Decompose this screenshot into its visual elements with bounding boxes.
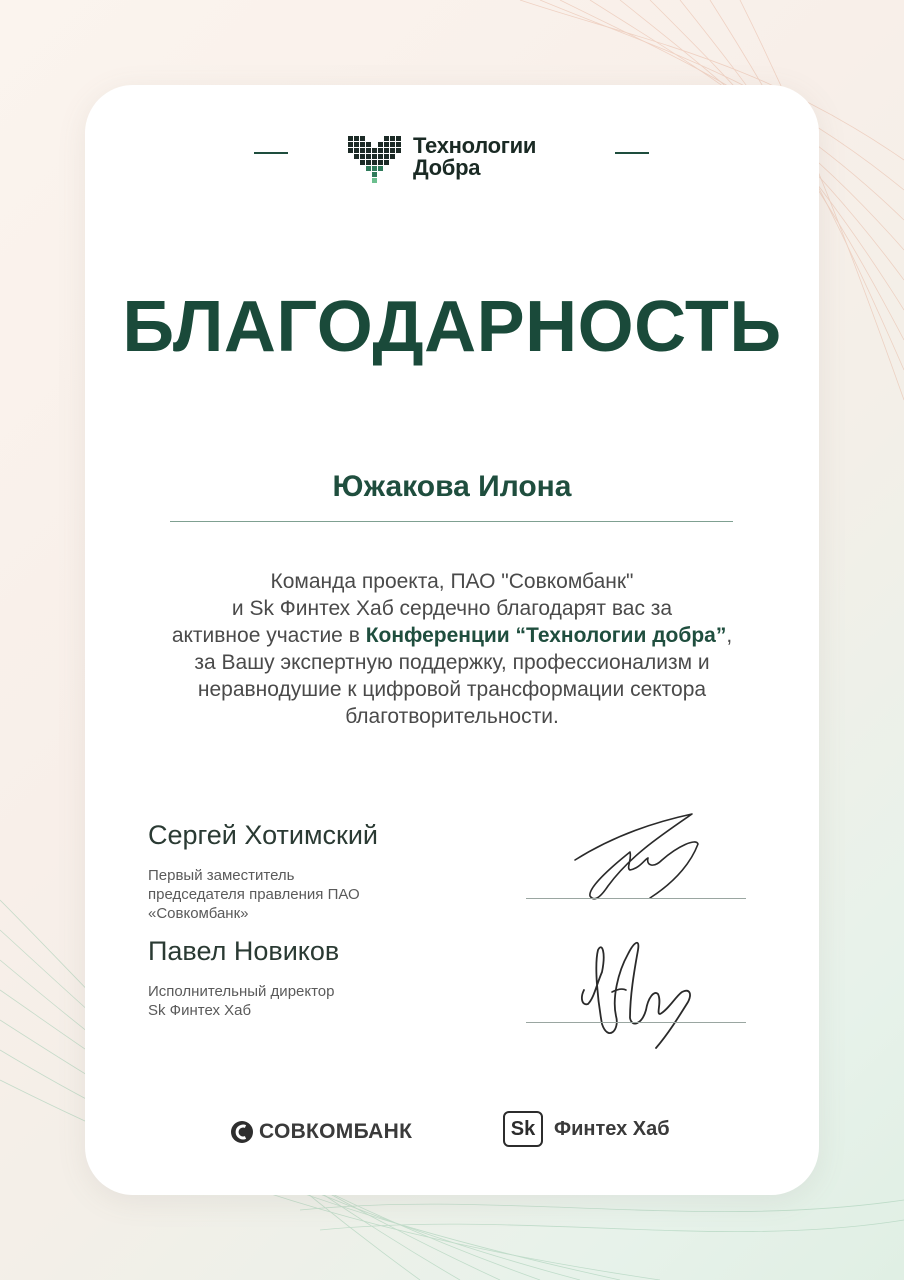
message-line: за Вашу экспертную поддержку, профессионализм и	[194, 651, 710, 674]
logo-text	[413, 135, 536, 179]
message-line: неравнодушие к цифровой трансформации сектора	[197, 678, 707, 701]
signer-1-role-line: председателя правления ПАО	[148, 886, 360, 903]
message-line: благотворительности.	[345, 705, 559, 728]
signature-2-line	[526, 1022, 746, 1023]
signer-1-role-line: Первый заместитель	[148, 867, 295, 884]
sovcombank-logo	[230, 1120, 412, 1144]
message-text: активное участие в	[171, 624, 366, 647]
sovcombank-text: СОВКОМБАНК	[259, 1120, 413, 1143]
logo-text-line1: Технологии	[413, 133, 537, 158]
conference-name: Конференции “Технологии добра”	[365, 624, 727, 647]
signature-2	[572, 932, 712, 1052]
logo-right-line	[615, 152, 649, 154]
signer-1-name: Сергей Хотимский	[148, 820, 379, 850]
logo-left-line	[254, 152, 288, 154]
recipient-name: Южакова Илона	[332, 470, 572, 503]
signer-2-role	[148, 982, 448, 1020]
message-text: ,	[726, 624, 733, 647]
message-line	[110, 622, 794, 649]
message-line: Команда проекта, ПАО "Совкомбанк"	[270, 570, 634, 593]
recipient-underline	[170, 521, 733, 522]
signer-1-role-line: «Совкомбанк»	[148, 905, 249, 922]
thank-you-message	[110, 568, 794, 730]
signature-1-line	[526, 898, 746, 899]
pixel-heart-icon	[346, 134, 406, 186]
signature-1	[570, 808, 710, 908]
sovcombank-icon	[230, 1120, 254, 1144]
signer-1-role	[148, 866, 448, 923]
signer-2-name: Павел Новиков	[148, 936, 340, 966]
certificate-title: БЛАГОДАРНОСТЬ	[122, 287, 782, 367]
signer-2-role-line: Sk Финтех Хаб	[148, 1002, 252, 1019]
sk-badge: Sk	[503, 1111, 543, 1147]
fintech-hub-text: Финтех Хаб	[554, 1117, 670, 1140]
signer-2-role-line: Исполнительный директор	[148, 983, 335, 1000]
fintech-hub-logo	[503, 1111, 670, 1147]
logo-text-line2: Добра	[413, 155, 481, 180]
message-line: и Sk Финтех Хаб сердечно благодарят вас за	[231, 597, 673, 620]
